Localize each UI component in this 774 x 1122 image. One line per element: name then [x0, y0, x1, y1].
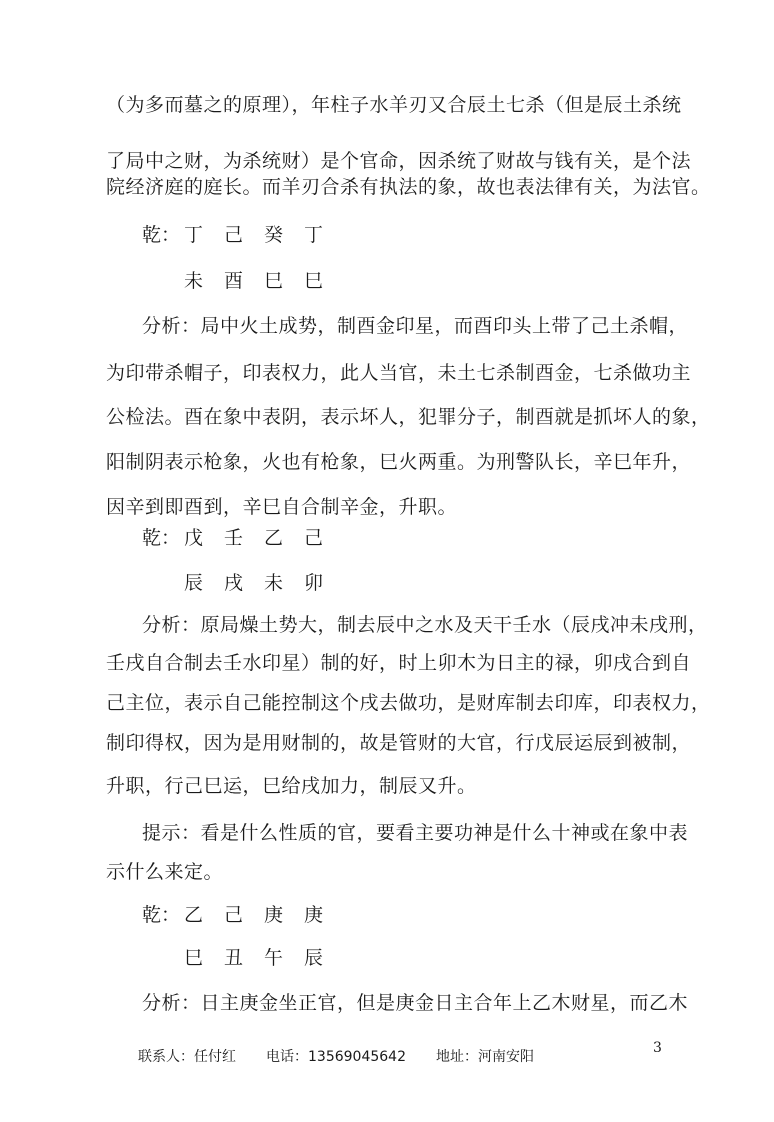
- tip-line: 提示：看是什么性质的官，要看主要功神是什么十神或在象中表: [142, 822, 689, 844]
- stem: 己: [304, 527, 324, 549]
- stem: 癸: [264, 224, 284, 246]
- analysis-line: 升职，行己巳运，巳给戌加力，制辰又升。: [106, 775, 477, 797]
- stem: 壬: [224, 527, 244, 549]
- page-number: 3: [653, 1040, 662, 1056]
- analysis-line: 因辛到即酉到，辛巳自合制辛金，升职。: [106, 496, 458, 518]
- tip-line: 示什么来定。: [106, 861, 224, 883]
- branch: 辰: [184, 572, 204, 594]
- chart2-stems-row: [142, 525, 344, 551]
- stem: 丁: [304, 224, 324, 246]
- stem: 丁: [184, 224, 204, 246]
- chart1-stems-row: [142, 222, 344, 248]
- stem: 庚: [304, 904, 324, 926]
- chart2-branches-row: [184, 570, 344, 596]
- paragraph-line: 了局中之财，为杀统财）是个官命，因杀统了财故与钱有关，是个法: [106, 150, 692, 172]
- stem: 己: [224, 224, 244, 246]
- branch: 未: [184, 270, 204, 292]
- chart1-branches-row: [184, 268, 344, 294]
- paragraph-line: 院经济庭的庭长。而羊刃合杀有执法的象，故也表法律有关，为法官。: [106, 176, 711, 198]
- stem: 戊: [184, 527, 204, 549]
- analysis-line: 制印得权，因为是用财制的，故是管财的大官，行戊辰运辰到被制，: [106, 732, 692, 754]
- chart3-stems-row: [142, 902, 344, 928]
- footer-address: 地址：河南安阳: [435, 1049, 534, 1065]
- footer-contact: 联系人：任付红: [138, 1049, 236, 1065]
- chart3-branches-row: [184, 945, 344, 971]
- page-footer: [138, 1046, 564, 1066]
- analysis-line: 阳制阴表示枪象，火也有枪象，巳火两重。为刑警队长，辛巳年升，: [106, 451, 692, 473]
- branch: 巳: [304, 270, 324, 292]
- analysis-line: 分析：局中火土成势，制酉金印星，而酉印头上带了己土杀帽，: [142, 315, 689, 337]
- analysis-line: 己主位，表示自己能控制这个戌去做功，是财库制去印库，印表权力，: [106, 692, 711, 714]
- branch: 未: [264, 572, 284, 594]
- stem: 己: [224, 904, 244, 926]
- branch: 午: [264, 947, 284, 969]
- analysis-line: 壬戌自合制去壬水印星）制的好，时上卯木为日主的禄，卯戌合到自: [106, 652, 692, 674]
- analysis-line: 分析：原局燥土势大，制去辰中之水及天干壬水（辰戌冲未戌刑，: [142, 614, 708, 636]
- branch: 巳: [184, 947, 204, 969]
- analysis-line: 分析：日主庚金坐正官，但是庚金日主合年上乙木财星，而乙木: [142, 992, 689, 1014]
- branch: 丑: [224, 947, 244, 969]
- analysis-line: 公检法。酉在象中表阴，表示坏人，犯罪分子，制酉就是抓坏人的象，: [106, 406, 711, 428]
- stem: 乙: [184, 904, 204, 926]
- branch: 酉: [224, 270, 244, 292]
- branch: 戌: [224, 572, 244, 594]
- stem: 乙: [264, 527, 284, 549]
- chart-label: 乾：: [142, 904, 181, 926]
- chart-label: 乾：: [142, 224, 181, 246]
- analysis-line: 为印带杀帽子，印表权力，此人当官，未土七杀制酉金，七杀做功主: [106, 362, 692, 384]
- branch: 巳: [264, 270, 284, 292]
- paragraph-line: （为多而墓之的原理），年柱子水羊刃又合辰土七杀（但是辰土杀统: [106, 94, 682, 116]
- stem: 庚: [264, 904, 284, 926]
- footer-phone: 电话：13569045642: [266, 1049, 406, 1065]
- branch: 卯: [304, 572, 324, 594]
- branch: 辰: [304, 947, 324, 969]
- chart-label: 乾：: [142, 527, 181, 549]
